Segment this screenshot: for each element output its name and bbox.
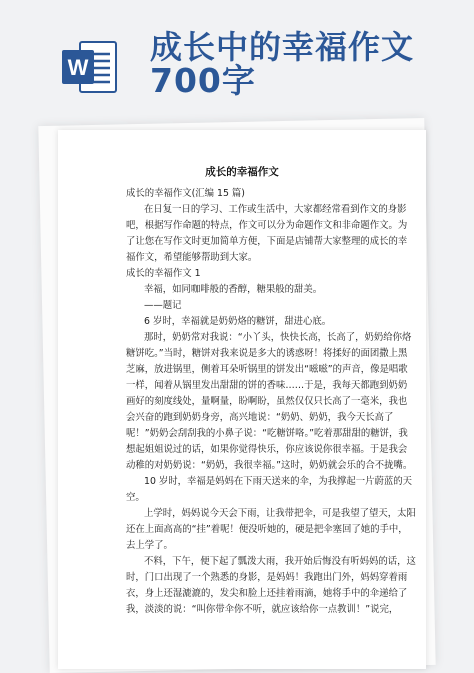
- banner-title-line2: 700字: [150, 61, 256, 100]
- document-page: [58, 130, 426, 669]
- doc-paragraph-3: 幸福，如同咖啡般的香醇，糖果般的甜美。: [144, 284, 323, 295]
- doc-paragraph-7: 10 岁时，幸福是妈妈在下雨天送来的伞，为我撑起一片蔚蓝的天空。: [126, 476, 413, 503]
- banner: [0, 0, 474, 120]
- svg-text:W: W: [67, 55, 89, 80]
- banner-title-line1: 成长中的幸福作文: [150, 28, 415, 66]
- doc-paragraph-5: 6 岁时，幸福就是奶奶烙的糖饼，甜进心底。: [144, 316, 332, 327]
- doc-paragraph-8: 上学时，妈妈说今天会下雨，让我带把伞，可是我望了望天，太阳还在上面高高的“挂”着呢！便没听她的，硬是把伞塞回了她的手中，去上学了。: [126, 508, 416, 551]
- doc-epigraph-credit: ——题记: [144, 300, 182, 311]
- doc-paragraph-9: 不料，下午，便下起了瓢泼大雨，我开始后悔没有听妈妈的话，这时，门口出现了一个熟悉的身影，是妈妈！我跑出门外，妈妈穿着雨衣，身上还湿漉漉的，发尖和脸上还挂着雨滴，她将手中的伞递给了我，淡淡的说：“叫你带伞你不听，就应该给你一点教训！”说完，: [126, 556, 416, 615]
- doc-paragraph-0: 成长的幸福作文(汇编 15 篇): [126, 188, 245, 199]
- document-body: [126, 186, 416, 618]
- document-title: 成长的幸福作文: [205, 166, 279, 178]
- doc-section-heading: 成长的幸福作文 1: [126, 268, 201, 279]
- banner-title: [150, 30, 414, 98]
- word-doc-icon: [60, 38, 118, 96]
- doc-paragraph-6: 那时，奶奶常对我说：“小丫头，快快长高，长高了，奶奶给你烙糖饼吃。”当时，糖饼对我来说是多大的诱惑呀！将揉好的面团撒上黑芝麻，放进锅里，侧着耳朵听锅里的饼发出“嗞嗞”的声音，像是唱歌一样，闻着从锅里发出甜甜的饼的香味……于是，我每天都跑到奶奶画好的刻度线处，量啊量，盼啊盼，虽然仅仅只长高了一毫米，我也会兴奋的跑到奶奶身旁，高兴地说：“奶奶、奶奶，我今天长高了呢！”奶奶会刮刮我的小鼻子说：“吃糖饼咯。”吃着那甜甜的糖饼，我想起姐姐说过的话，如果你觉得快乐，你应该说你很幸福。于是我会动稚的对奶奶说：“奶奶，我很幸福。”这时，奶奶就会乐的合不拢嘴。: [126, 332, 413, 471]
- doc-paragraph-1: 在日复一日的学习、工作或生活中，大家都经常看到作文的身影吧，根据写作命题的特点，作文可以分为命题作文和非命题作文。为了让您在写作文时更加简单方便，下面是店铺帮大家整理的成长的幸福作文，希望能够帮助到大家。: [126, 204, 408, 263]
